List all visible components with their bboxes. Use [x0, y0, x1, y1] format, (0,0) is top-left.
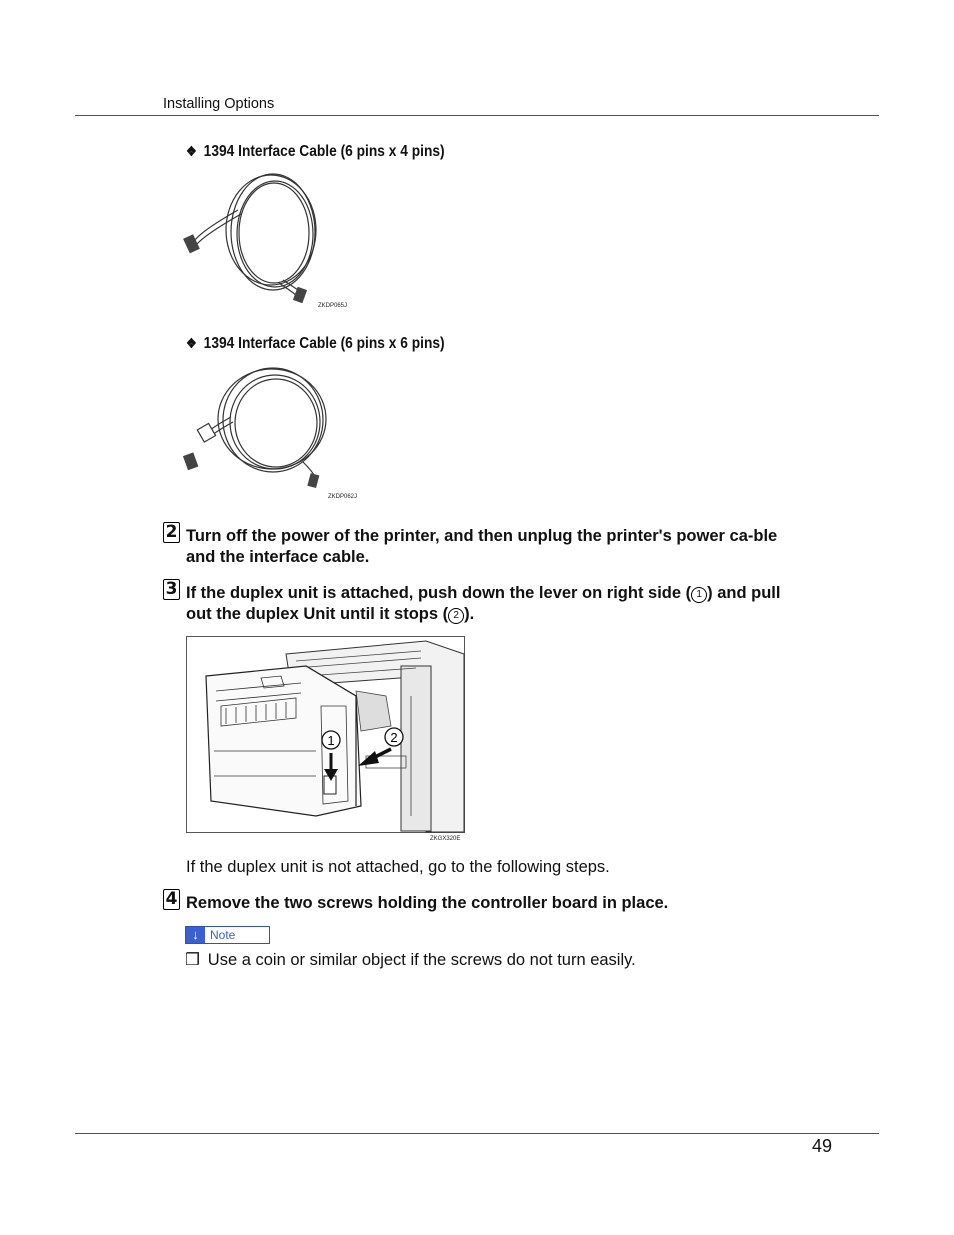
diamond-bullet-icon: ❖	[186, 143, 197, 159]
figure-callout-1: 1	[327, 733, 335, 748]
header-rule	[75, 115, 879, 116]
cable-title-2: 1394 Interface Cable (6 pins x 6 pins)	[203, 335, 445, 352]
step-number-4: 4	[163, 889, 180, 910]
arrow-down-icon: ↓	[186, 927, 205, 943]
cable-illustration-2	[183, 362, 373, 502]
step-number-2: 2	[163, 522, 180, 543]
note-badge	[185, 926, 270, 944]
duplex-unit-illustration	[186, 636, 466, 834]
callout-marker-1: 1	[691, 587, 707, 603]
page-number: 49	[812, 1136, 833, 1156]
cable-title-1: 1394 Interface Cable (6 pins x 4 pins)	[203, 143, 445, 160]
figure-callout-2: 2	[390, 730, 398, 745]
footer-rule	[75, 1133, 879, 1134]
diamond-bullet-icon: ❖	[186, 335, 197, 351]
image-code-1: ZKDP065J	[318, 303, 348, 309]
step-text-2: Turn off the power of the printer, and then unplug the printer's power ca-ble and the interface cable.	[186, 527, 778, 566]
figure-image-code: ZKGX320E	[430, 836, 461, 842]
note-label: Note	[210, 928, 236, 942]
cable-illustration-1	[183, 170, 363, 315]
step-number-3: 3	[163, 579, 180, 600]
cable-heading-2	[186, 335, 445, 353]
image-code-2: ZKDP062J	[328, 494, 358, 500]
info-text: If the duplex unit is not attached, go to the following steps.	[186, 858, 610, 876]
note-item	[185, 950, 636, 970]
step-text-3: If the duplex unit is attached, push down the lever on right side ( 1 ) and pull out the duplex Unit until it stops ( 2 ).	[186, 584, 781, 623]
checkbox-bullet-icon: ❒	[185, 951, 200, 969]
step-text-4: Remove the two screws holding the controller board in place.	[186, 894, 669, 912]
callout-marker-2: 2	[448, 608, 464, 624]
running-header: Installing Options	[163, 96, 275, 112]
cable-heading-1	[186, 143, 445, 161]
note-item-text: Use a coin or similar object if the screws do not turn easily.	[207, 951, 636, 969]
